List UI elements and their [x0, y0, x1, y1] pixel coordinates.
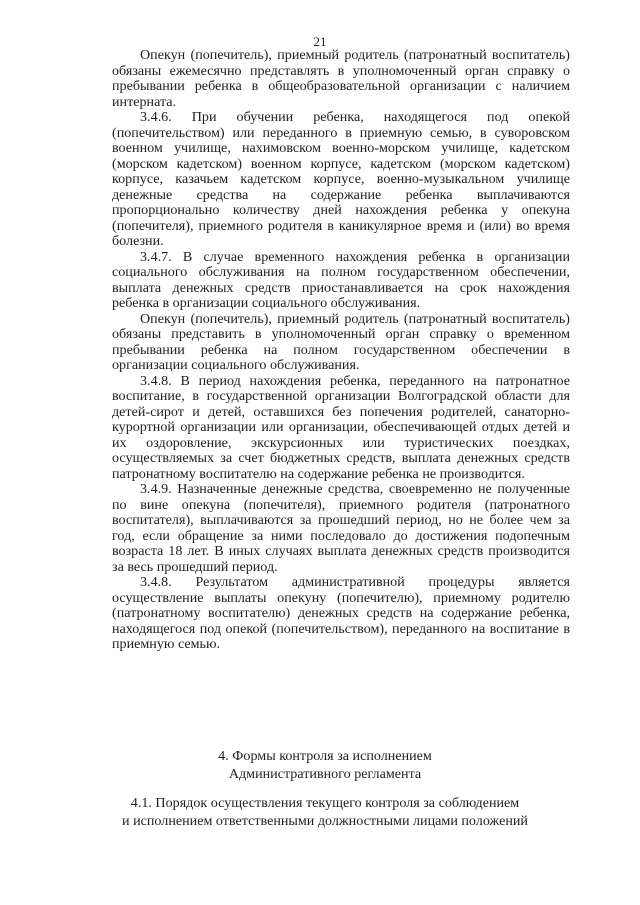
subsection-heading-line-2: и исполнением ответственными должностными лицами положений — [122, 813, 528, 829]
paragraph-guardian-boarding-certificate: Опекун (попечитель), приемный родитель (патронатный воспитатель) обязаны ежемесячно представлять в уполномоченный орган справку о пребывании ребенка в общеобразовательной организации с наличием интерната. — [112, 47, 570, 110]
paragraph-3-4-7: 3.4.7. В случае временного нахождения ребенка в организации социального обслуживания на полном государственном обеспечении, выплата денежных средств приостанавливается на срок нахождения ребенка в организации социального обслуживания. — [112, 248, 570, 311]
paragraph-3-4-9: 3.4.9. Назначенные денежные средства, своевременно не полученные по вине опекуна (попечителя), приемного родителя (патронатного воспитателя), выплачиваются за прошедший период, но не более чем за год, если обращение за ними последовало до достижения подопечным возраста 18 лет. В иных случаях выплата денежных средств производится за весь прошедший период. — [112, 481, 570, 575]
subsection-heading-line-1: 4.1. Порядок осуществления текущего контроля за соблюдением — [130, 795, 520, 811]
headings — [80, 747, 570, 830]
paragraph-3-4-8-result: 3.4.8. Результатом административной процедуры является осуществление выплаты опекуну (попечителю), приемному родителю (патронатному воспитателю) денежных средств на содержание ребенка, находящегося под опекой (попечительством), переданного на воспитание в приемную семью. — [112, 574, 570, 652]
paragraph-guardian-social-service-certificate: Опекун (попечитель), приемный родитель (патронатный воспитатель) обязаны представить в уполномоченный орган справку о временном пребывании ребенка на полном государственном обеспечении в организации социального обслуживания. — [112, 310, 570, 373]
section-heading-line-1: 4. Формы контроля за исполнением — [218, 748, 432, 764]
section-heading-line-2: Административного регламента — [228, 766, 422, 782]
body-text — [112, 48, 570, 653]
paragraph-3-4-6: 3.4.6. При обучении ребенка, находящегося под опекой (попечительством) или переданного в приемную семью, в суворовском военном училище, нахимовском военно-морском училище, кадетском (морском кадетском) военном корпусе, кадетском (морском кадетском) корпусе, казачьем кадетском корпусе, военно-музыкальном училище денежные средства на содержание ребенка выплачиваются пропорционально количеству дней нахождения ребенка у опекуна (попечителя), приемного родителя в каникулярное время и (или) во время болезни. — [112, 109, 570, 249]
page-number: 21 — [313, 34, 327, 49]
paragraph-3-4-8: 3.4.8. В период нахождения ребенка, переданного на патронатное воспитание, в государственной организации Волгоградской области для детей-сирот и детей, оставшихся без попечения родителей, санаторно-курортной организации или организации, обеспечивающей отдых детей и их оздоровление, экскурсионных или туристических поездках, осуществляемых за счет бюджетных средств, выплата денежных средств патронатному воспитателю на содержание ребенка не производится. — [112, 372, 570, 482]
